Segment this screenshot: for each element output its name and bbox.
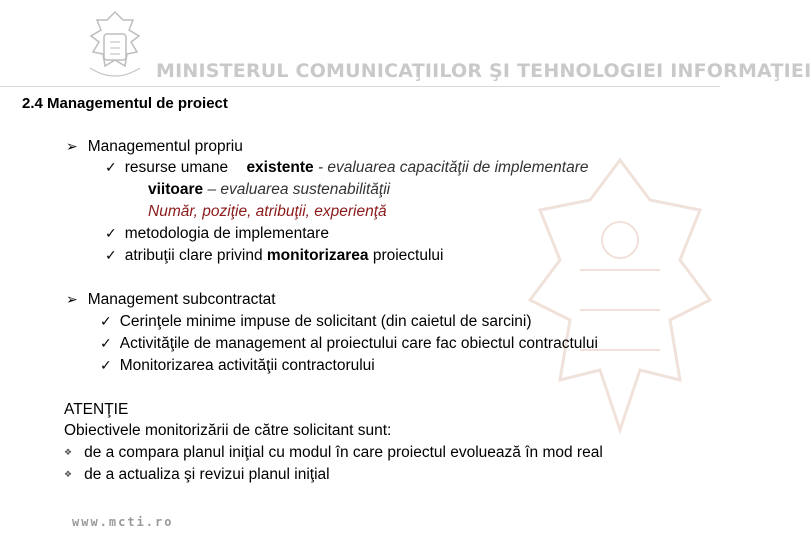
ministry-name: MINISTERUL COMUNICAŢIILOR ŞI TEHNOLOGIEI INFORMAŢIEI — [156, 60, 811, 82]
diamond-bullet-icon: ❖ — [64, 448, 73, 458]
arrow-bullet-icon: ➢ — [66, 139, 78, 155]
romania-coat-of-arms-icon — [70, 8, 160, 88]
list-item: ✓ resurse umane existente - evaluarea capacităţii de implementare — [105, 159, 589, 176]
list-item: ✓ Cerinţele minime impuse de solicitant (din caietul de sarcini) — [100, 313, 532, 330]
slide-title: 2.4 Managementul de proiect — [22, 95, 228, 112]
list-item-detail: Număr, poziţie, atribuţii, experienţă — [148, 203, 387, 220]
section-heading-subcontracted: ➢ Management subcontractat — [66, 291, 276, 308]
list-item: ✓ Activităţile de management al proiectului care fac obiectul contractului — [100, 335, 598, 352]
list-item-continuation: viitoare – evaluarea sustenabilităţii — [148, 181, 391, 198]
section-heading-own: ➢ Managementul propriu — [66, 138, 243, 155]
note-title: ATENŢIE — [64, 401, 129, 418]
checkmark-icon: ✓ — [105, 248, 117, 264]
arrow-bullet-icon: ➢ — [66, 292, 78, 308]
header-divider — [0, 86, 720, 87]
note-bullet: ❖ de a actualiza şi revizui planul iniţial — [64, 466, 330, 483]
note-lead: Obiectivele monitorizării de către solicitant sunt: — [64, 422, 392, 439]
checkmark-icon: ✓ — [100, 314, 112, 330]
checkmark-icon: ✓ — [100, 336, 112, 352]
list-item: ✓ Monitorizarea activităţii contractorului — [100, 357, 375, 374]
list-item: ✓ atribuţii clare privind monitorizarea proiectului — [105, 247, 444, 264]
footer-url: www.mcti.ro — [72, 515, 174, 529]
eagle-watermark-icon — [520, 150, 720, 480]
checkmark-icon: ✓ — [105, 160, 117, 176]
list-item: ✓ metodologia de implementare — [105, 225, 329, 242]
checkmark-icon: ✓ — [105, 226, 117, 242]
checkmark-icon: ✓ — [100, 358, 112, 374]
diamond-bullet-icon: ❖ — [64, 470, 73, 480]
note-bullet: ❖ de a compara planul iniţial cu modul în care proiectul evoluează în mod real — [64, 444, 603, 461]
